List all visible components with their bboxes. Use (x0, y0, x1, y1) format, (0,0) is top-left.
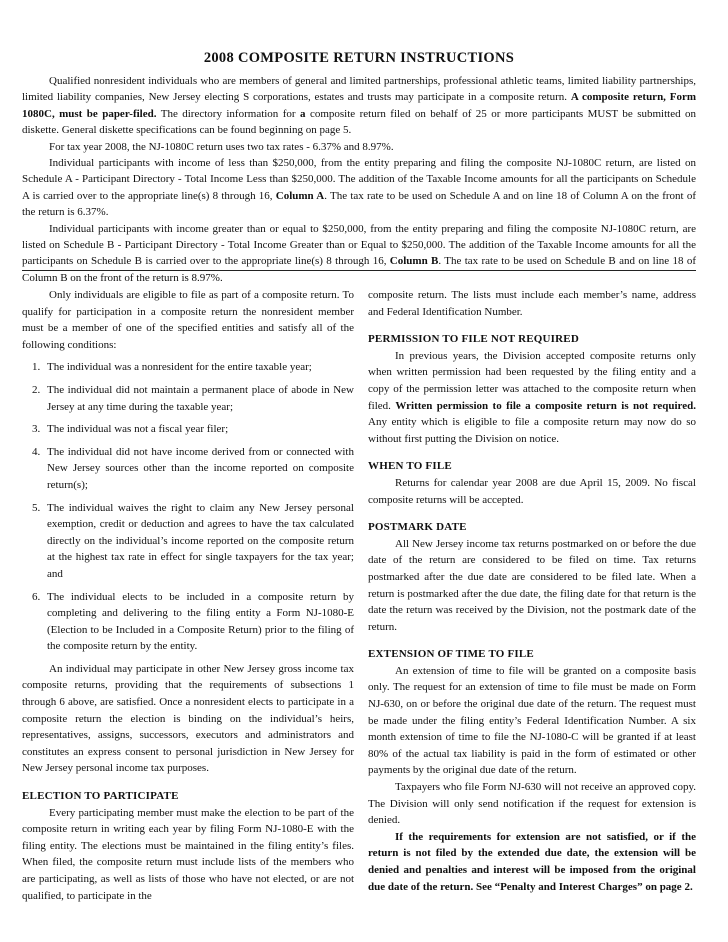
when-paragraph: Returns for calendar year 2008 are due April 15, 2009. No fiscal composite returns will be accepted. (368, 476, 696, 506)
list-text: The individual did not have income derived from or connected with New Jersey sources other than the income reported on composite return(s); (47, 445, 354, 491)
list-item (22, 500, 354, 583)
postmark-paragraph: All New Jersey income tax returns postmarked on or before the due date of the return are considered to be filed on time. Tax returns postmarked after the due date are considered to be filed late. When a return is postmarked after the due date, the filing date for that return is the date the return was received by the Division, not the postmark date of the return. (368, 537, 696, 633)
list-item (22, 444, 354, 494)
extension-paragraph-2: Taxpayers who file Form NJ-630 will not receive an approved copy. The Division will only send notification if the request for extension is denied. (368, 781, 696, 827)
list-text: The individual did not maintain a permanent place of abode in New Jersey at any time during the taxable year; (47, 383, 354, 413)
list-number: 5. (32, 501, 41, 514)
election-heading: ELECTION TO PARTICIPATE (22, 790, 179, 803)
list-text: The individual was not a fiscal year filer; (47, 423, 229, 436)
list-number: 3. (32, 423, 41, 436)
extension-bold-paragraph: If the requirements for extension are not satisfied, or if the return is not filed by the extended due date, the extension will be denied and penalties and interest will be imposed from the original due date of the return. See “Penalty and Interest Charges” on page 2. (368, 830, 696, 893)
list-text: The individual was a nonresident for the entire taxable year; (47, 361, 312, 374)
list-text: The individual waives the right to claim any New Jersey personal exemption, credit or deduction and agrees to have the tax calculated directly on the individual’s income reported on the composite return at the highest tax rate in effect for single taxpayers for the tax year; and (47, 501, 354, 580)
intro-text: Individual participants with income of less than $250,000, from the entity preparing and filing the composite NJ-1080C return, are listed on Schedule A - Participant Directory - Total Income Less than $250,000. The addition of the Taxable Income amounts for all the participants on Schedule A is carried over to the appropriate line(s) 8 through 16, (22, 157, 696, 202)
list-number: 4. (32, 445, 41, 458)
permission-text: In previous years, the Division accepted composite returns only when written permission had been requested by the filing entity and a copy of the permission letter was attached to the composite return when filed. (368, 349, 696, 412)
section-divider (22, 270, 696, 271)
intro-bold-text: A composite return, Form 1080C, must be paper-filed. (22, 91, 696, 120)
extension-heading: EXTENSION OF TIME TO FILE (368, 648, 534, 661)
list-number: 2. (32, 383, 41, 396)
list-number: 1. (32, 361, 41, 374)
when-heading: WHEN TO FILE (368, 460, 452, 473)
permission-heading: PERMISSION TO FILE NOT REQUIRED (368, 333, 579, 346)
extension-paragraph: An extension of time to file will be granted on a composite basis only. The request for an extension of time to file must be made on Form NJ-630, on or before the original due date of the return. The request must be made under the filing entity’s Federal Identification Number. A six month extension of time to file the NJ-1080-C will be granted if at least 80% of the actual tax liability is paid in the form of estimated or other payments by the original due date of the return. (368, 664, 696, 777)
intro-text: Qualified nonresident individuals who are members of general and limited partnerships, professional athletic teams, limited liability partnerships, limited liability companies, New Jersey electing S corporations, estates and trusts may participate in a composite return. (22, 75, 696, 104)
conditions-list (22, 359, 354, 655)
intro-bold-text: a (300, 107, 306, 120)
intro-paragraph-3 (22, 155, 696, 221)
list-item (22, 359, 354, 376)
list-text: The individual elects to be included in a composite return by completing and delivering to the filing entity a Form NJ-1080-E (Election to be Included in a Composite Return) prior to the filing of the composite return by the entity. (47, 590, 354, 653)
permission-text: Any entity which is eligible to file a composite return may now do so without first putting the Division on notice. (368, 416, 696, 445)
continued-paragraph: composite return. The lists must include each member’s name, address and Federal Identification Number. (368, 289, 696, 318)
list-item (22, 421, 354, 438)
right-column (368, 287, 696, 895)
election-paragraph: Every participating member must make the election to be part of the composite return in writing each year by filing Form NJ-1080-E with the filing entity. The elections must be maintained in the filing entity’s files. When filed, the composite return must include lists of the members who are participating, as well as lists of those who have not elected, or are not qualified, to participate in the (22, 806, 354, 902)
intro-text: composite return filed on behalf of 25 or more participants MUST be submitted on diskette. General diskette specifications can be found beginning on page 5. (22, 107, 697, 137)
intro-paragraph-2: For tax year 2008, the NJ-1080C return uses two tax rates - 6.37% and 8.97%. (49, 140, 394, 153)
permission-bold-text: Written permission to file a composite return is not required. (395, 399, 696, 412)
list-item (22, 382, 354, 415)
intro-text: The directory information for (160, 107, 296, 120)
intro-paragraph-1 (22, 73, 696, 139)
intro-bold-text: Column A (275, 189, 325, 202)
participate-paragraph: An individual may participate in other New Jersey gross income tax composite returns, providing that the requirements of subsections 1 through 6 above, are satisfied. Once a nonresident elects to participate in a composite return the election is binding on the individual’s heirs, representatives, assigns, successors, executors and administrators and constitutes an express consent to personal jurisdiction in New Jersey for New Jersey personal income tax purposes. (22, 662, 354, 775)
intro-text: . The tax rate to be used on Schedule A and on line 18 of Column A on the front of the return is 6.37%. (22, 189, 696, 219)
left-column (22, 287, 354, 904)
eligibility-paragraph: Only individuals are eligible to file as part of a composite return. To qualify for participation in a composite return the nonresident member must be a member of one of the specified entities and satisfy all of the following conditions: (22, 289, 354, 351)
intro-text: Individual participants with income greater than or equal to $250,000, from the entity preparing and filing the composite NJ-1080C return, are listed on Schedule B - Participant Directory - Total Income Greater than or Equal to $250,000. The addition of the Taxable Income amounts for all the participants on Schedule B is carried over to the appropriate line(s) 8 through 16, (22, 222, 696, 268)
instructions-page (22, 50, 696, 286)
intro-text: . The tax rate to be used on Schedule B and on line 18 of Column B on the front of the return is 8.97%. (22, 255, 696, 284)
permission-paragraph (368, 348, 696, 448)
list-number: 6. (32, 590, 41, 603)
intro-paragraph-4 (22, 221, 696, 287)
intro-bold-text: Column B (389, 255, 439, 268)
list-item (22, 589, 354, 655)
postmark-heading: POSTMARK DATE (368, 521, 467, 534)
page-title: 2008 COMPOSITE RETURN INSTRUCTIONS (203, 50, 515, 66)
